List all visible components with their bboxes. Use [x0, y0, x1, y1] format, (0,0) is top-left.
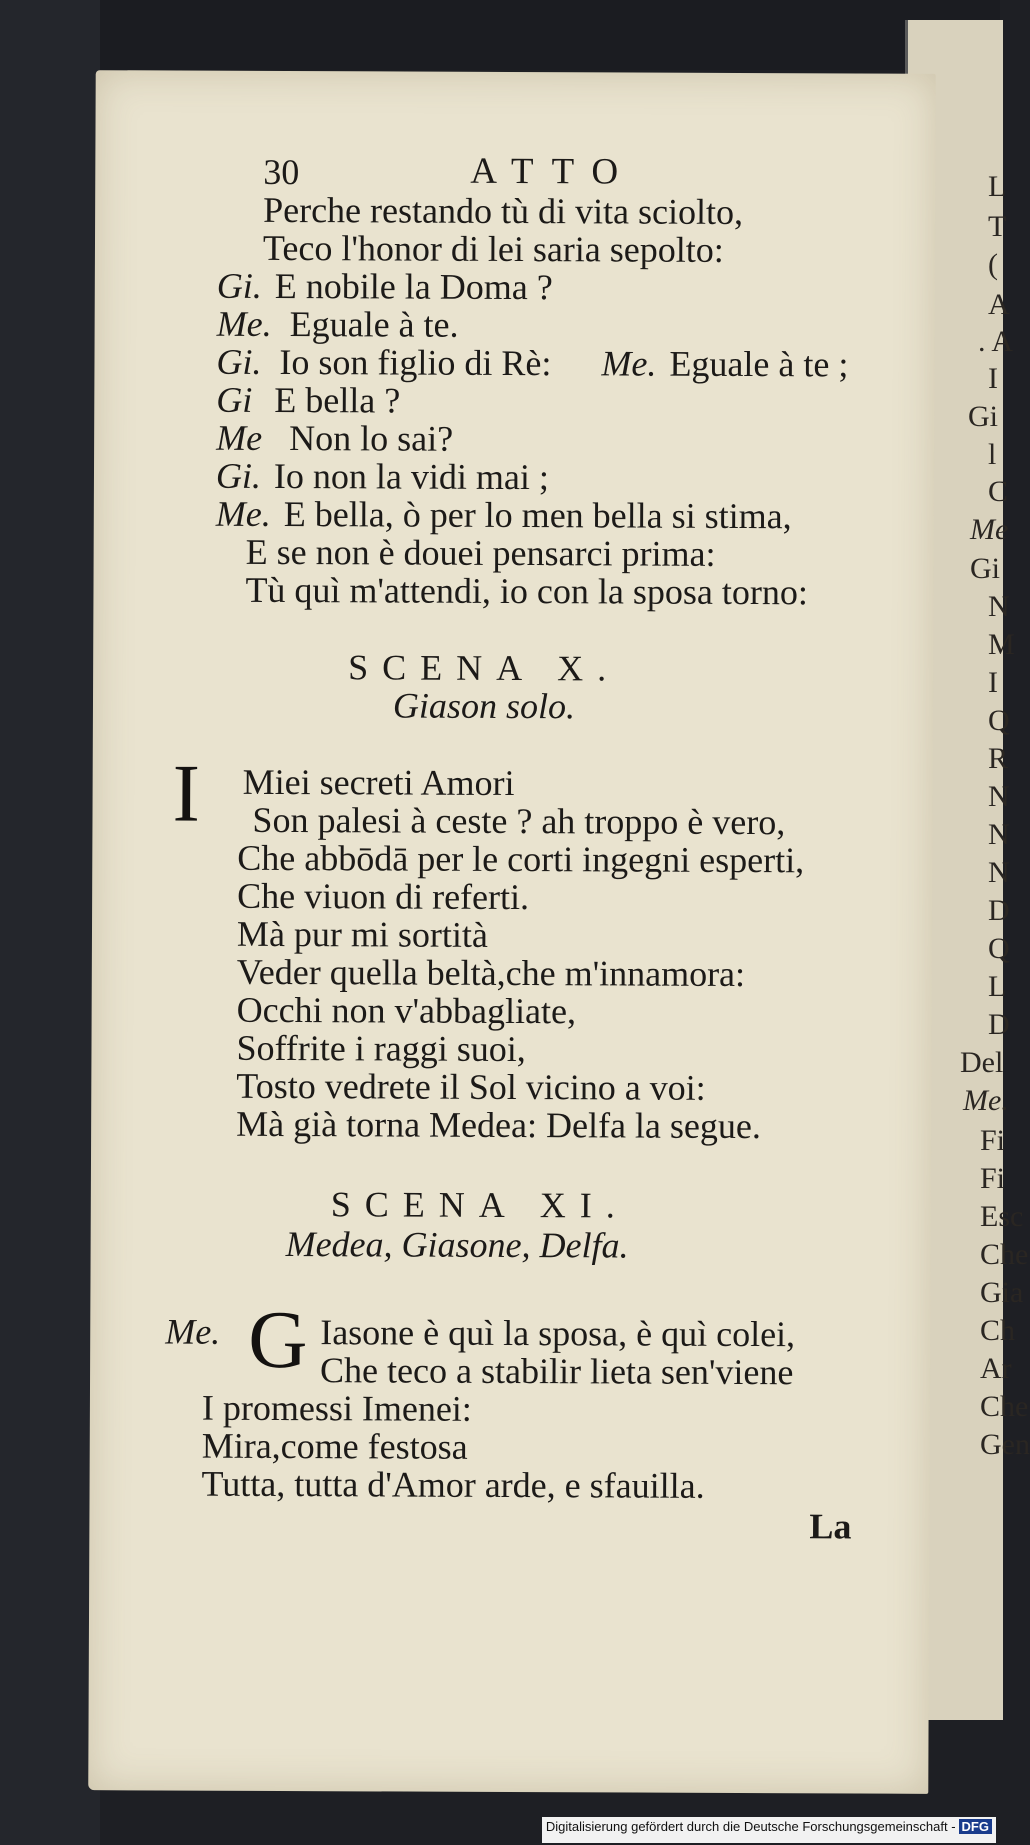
facing-fragment: Gen	[980, 1428, 1030, 1461]
facing-fragment: Fi	[980, 1162, 1006, 1195]
verse-line: Io son figlio di Rè:	[279, 341, 552, 384]
verse-line: Son palesi à ceste ? ah troppo è vero,	[252, 799, 786, 843]
facing-fragment: Ar	[980, 1352, 1012, 1385]
page-number: 30	[263, 151, 300, 193]
verse-line: Tutta, tutta d'Amor arde, e sfauilla.	[201, 1463, 705, 1506]
facing-fragment: D	[988, 894, 1010, 927]
facing-fragment: N	[988, 590, 1010, 623]
speaker: Gi.	[215, 455, 262, 496]
verse-line: Perche restando tù di vita sciolto,	[263, 189, 744, 233]
facing-fragment: T	[988, 210, 1007, 243]
verse-line: Che teco a stabilir lieta sen'viene	[319, 1350, 794, 1393]
facing-fragment: C	[988, 475, 1009, 508]
verse-line: E bella, ò per lo men bella si stima,	[283, 494, 792, 537]
footer-text: Digitalisierung gefördert durch die Deutsche Forschungsgemeinschaft -	[545, 1819, 956, 1834]
verse-line: Miei secreti Amori	[242, 761, 515, 804]
facing-fragment: Q	[988, 704, 1010, 737]
verse-line: Iasone è quì la sposa, è quì colei,	[320, 1312, 796, 1355]
verse-line: Eguale à te ;	[669, 343, 849, 385]
verse-line: Eguale à te.	[289, 304, 459, 345]
facing-fragment: D	[988, 1008, 1010, 1041]
facing-fragment: Q	[988, 932, 1010, 965]
facing-fragment: Me.	[963, 1084, 1009, 1117]
speaker: Me	[216, 417, 263, 458]
speaker: Me.	[165, 1311, 221, 1352]
verse-line: I promessi Imenei:	[201, 1387, 472, 1429]
verse-line: Non lo sai?	[289, 418, 454, 459]
background-left	[0, 0, 100, 1845]
verse-line: Io non la vidi mai ;	[273, 455, 550, 498]
digitization-footer	[542, 1817, 996, 1843]
scene-cast: Medea, Giasone, Delfa.	[285, 1224, 629, 1266]
book-page	[88, 70, 935, 1794]
facing-fragment: . A	[978, 325, 1014, 358]
speaker: Gi.	[216, 265, 262, 306]
facing-fragment: (	[988, 248, 998, 281]
facing-fragment: Esc	[980, 1200, 1024, 1233]
verse-line: Soffrite i raggi suoi,	[236, 1027, 526, 1070]
facing-fragment: Che	[980, 1390, 1029, 1423]
verse-line: E se non è douei pensarci prima:	[245, 531, 716, 574]
drop-capital: G	[248, 1293, 308, 1386]
speaker: Me.	[216, 303, 272, 344]
verse-line: Teco l'honor di lei saria sepolto:	[262, 227, 724, 270]
verse-line: Tosto vedrete il Sol vicino a voi:	[236, 1065, 706, 1108]
scene-title: SCENA X.	[348, 647, 621, 689]
scene-title: SCENA XI.	[330, 1184, 629, 1226]
facing-fragment: L	[988, 170, 1007, 203]
verse-line: Occhi non v'abbagliate,	[236, 989, 577, 1032]
dfg-logo: DFG	[959, 1819, 992, 1834]
facing-fragment: M	[988, 628, 1015, 661]
speaker: Me.	[601, 343, 657, 384]
facing-fragment: Del	[960, 1046, 1004, 1079]
facing-fragment: N	[988, 856, 1010, 889]
verse-line: Mira,come festosa	[201, 1425, 468, 1467]
verse-line: E nobile la Doma ?	[274, 265, 553, 308]
facing-fragment: I	[988, 666, 998, 699]
background-top	[0, 0, 1000, 70]
verse-line: Che abbōdā per le corti ingegni esperti,	[237, 837, 805, 881]
facing-fragment: I	[988, 362, 998, 395]
facing-fragment: R	[988, 742, 1009, 775]
drop-capital: I	[172, 747, 201, 839]
verse-line: Veder quella beltà,che m'innamora:	[236, 951, 746, 995]
speaker: Me.	[215, 493, 271, 534]
verse-line: Tù quì m'attendi, io con la sposa torno:	[245, 569, 808, 613]
facing-fragment: Gi	[970, 552, 1000, 585]
facing-fragment: N	[988, 818, 1010, 851]
verse-line: E bella ?	[274, 379, 401, 421]
facing-fragment: L	[988, 970, 1007, 1003]
facing-fragment: Me	[970, 513, 1009, 546]
scene-cast: Giason solo.	[392, 685, 576, 727]
verse-line: Mà già torna Medea: Delfa la segue.	[236, 1103, 762, 1147]
running-head: ATTO	[470, 150, 637, 193]
speaker: Gi.	[216, 341, 262, 382]
facing-fragment: Gi	[968, 400, 998, 433]
verse-line: Mà pur mi sortità	[236, 913, 489, 955]
facing-fragment: Ch	[980, 1314, 1016, 1347]
speaker: Gi	[216, 379, 253, 420]
facing-fragment: N	[988, 780, 1010, 813]
facing-fragment: Gia	[980, 1276, 1024, 1309]
facing-fragment: Che	[980, 1238, 1029, 1271]
facing-fragment: Fi	[980, 1124, 1006, 1157]
facing-fragment: A	[988, 288, 1010, 321]
verse-line: Che viuon di referti.	[237, 875, 530, 918]
facing-fragment: l	[988, 438, 997, 471]
catchword: La	[809, 1506, 852, 1547]
